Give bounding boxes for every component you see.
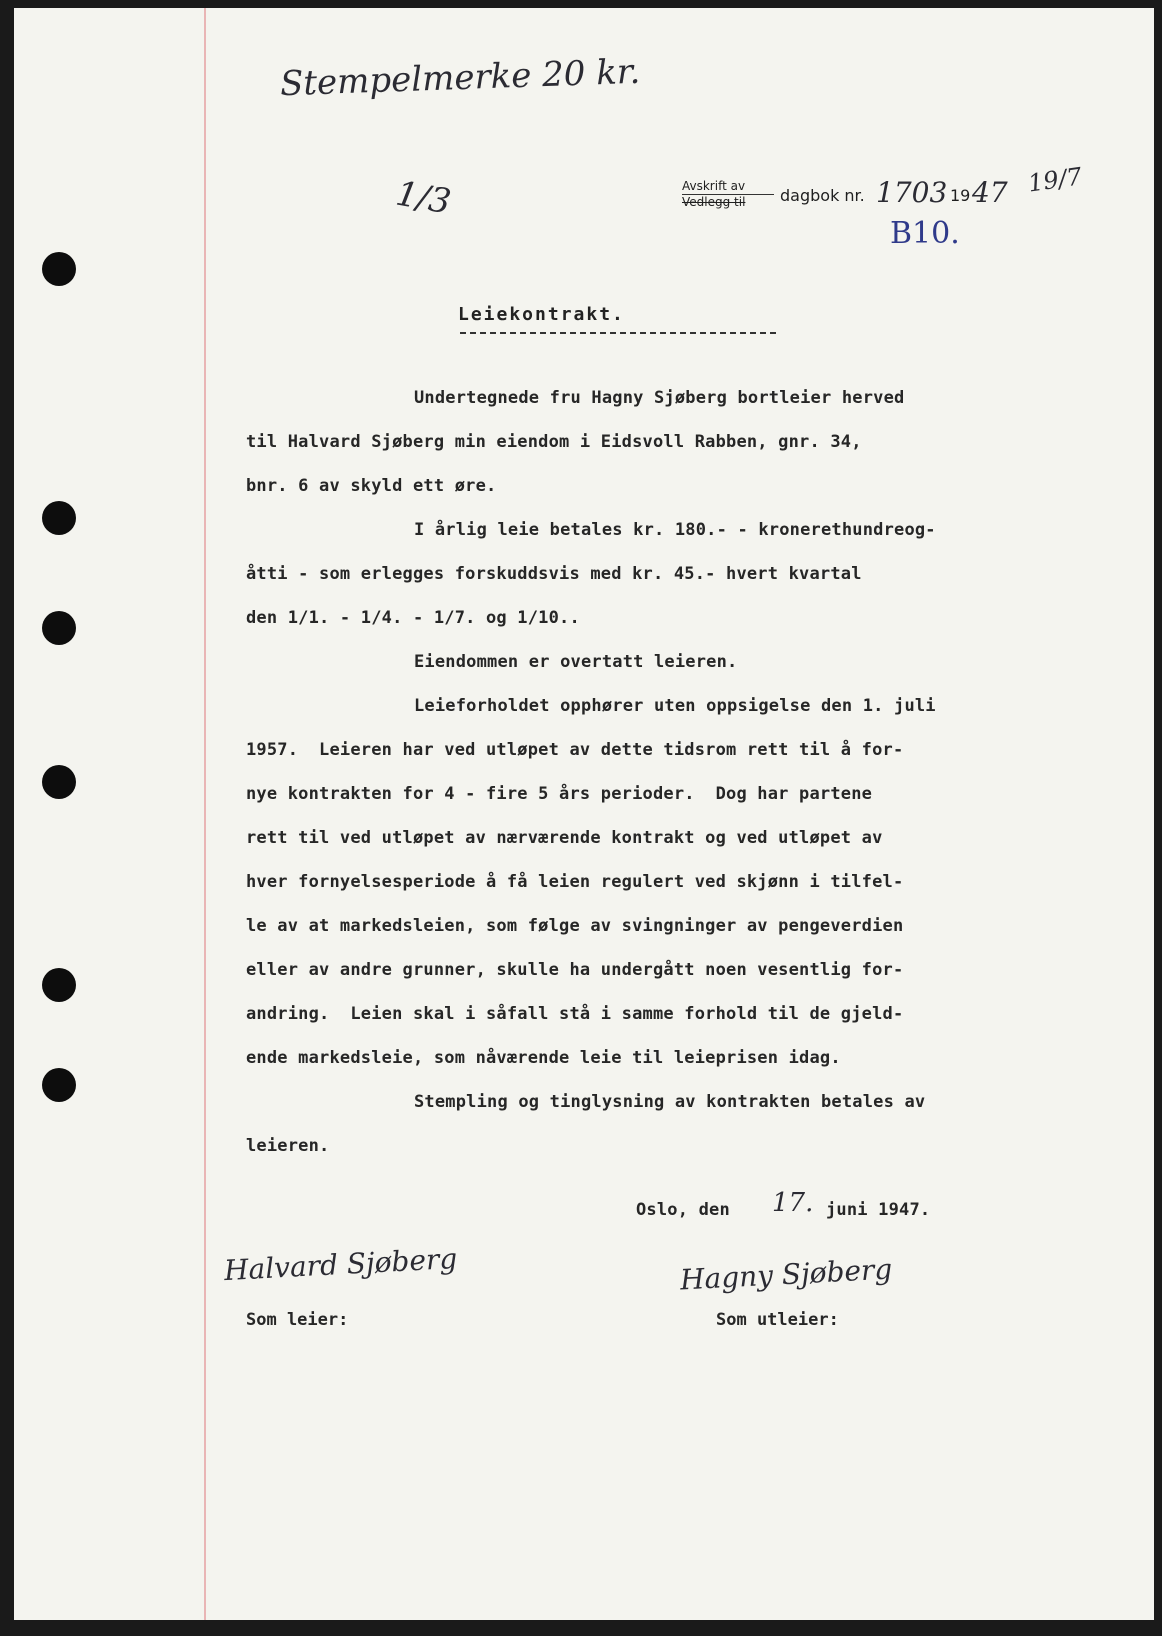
fraction-note: 1/3 [392, 173, 454, 223]
text-line: Leieforholdet opphører uten oppsigelse den 1. juli [414, 696, 936, 716]
journal-label: dagbok nr. [780, 186, 865, 205]
punch-hole [42, 501, 76, 535]
place-date-prefix: Oslo, den [636, 1200, 730, 1220]
date-note: 19/7 [1026, 162, 1084, 198]
text-line: rett til ved utløpet av nærværende kontrakt og ved utløpet av [246, 828, 883, 848]
place-date-rest: juni 1947. [826, 1200, 931, 1220]
text-line: Eiendommen er overtatt leieren. [414, 652, 738, 672]
stamp-line-attachment: Vedlegg til [682, 195, 746, 209]
punch-hole [42, 611, 76, 645]
text-line: I årlig leie betales kr. 180.- - kronerethundreog- [414, 520, 936, 540]
document-page [14, 8, 1154, 1620]
text-line: åtti - som erlegges forskuddsvis med kr. 45.- hvert kvartal [246, 564, 862, 584]
year-suffix: 47 [972, 176, 1008, 209]
text-line: andring. Leien skal i såfall stå i samme forhold til de gjeld- [246, 1004, 904, 1024]
punch-hole [42, 252, 76, 286]
text-line: Stempling og tinglysning av kontrakten betales av [414, 1092, 926, 1112]
place-date-day: 17. [772, 1188, 814, 1218]
text-line: le av at markedsleien, som følge av svingninger av pengeverdien [246, 916, 904, 936]
title-underline [460, 332, 776, 334]
document-title: Leiekontrakt. [458, 304, 625, 325]
text-line: den 1/1. - 1/4. - 1/7. og 1/10.. [246, 608, 580, 628]
punch-hole [42, 765, 76, 799]
text-line: til Halvard Sjøberg min eiendom i Eidsvoll Rabben, gnr. 34, [246, 432, 862, 452]
punch-hole [42, 968, 76, 1002]
stamp-mark-note: Stempelmerke 20 kr. [279, 51, 641, 105]
stamp-line-copy: Avskrift av [682, 179, 746, 193]
text-line: eller av andre grunner, skulle ha undergått noen vesentlig for- [246, 960, 904, 980]
punch-hole [42, 1068, 76, 1102]
year-prefix: 19 [950, 186, 971, 205]
lessor-role: Som utleier: [716, 1310, 839, 1330]
text-line: hver fornyelsesperiode å få leien regulert ved skjønn i tilfel- [246, 872, 904, 892]
text-line: ende markedsleie, som nåværende leie til leieprisen idag. [246, 1048, 841, 1068]
text-line: bnr. 6 av skyld ett øre. [246, 476, 497, 496]
text-line: Undertegnede fru Hagny Sjøberg bortleier herved [414, 388, 905, 408]
stamp-divider [682, 194, 774, 195]
archive-mark: B10. [890, 216, 960, 251]
margin-line [204, 8, 206, 1620]
text-line: nye kontrakten for 4 - fire 5 års perioder. Dog har partene [246, 784, 873, 804]
lessor-signature: Hagny Sjøberg [679, 1252, 894, 1297]
lessee-role: Som leier: [246, 1310, 349, 1330]
journal-number: 1703 [876, 176, 948, 209]
lessee-signature: Halvard Sjøberg [223, 1241, 459, 1288]
text-line: leieren. [246, 1136, 330, 1156]
text-line: 1957. Leieren har ved utløpet av dette tidsrom rett til å for- [246, 740, 904, 760]
